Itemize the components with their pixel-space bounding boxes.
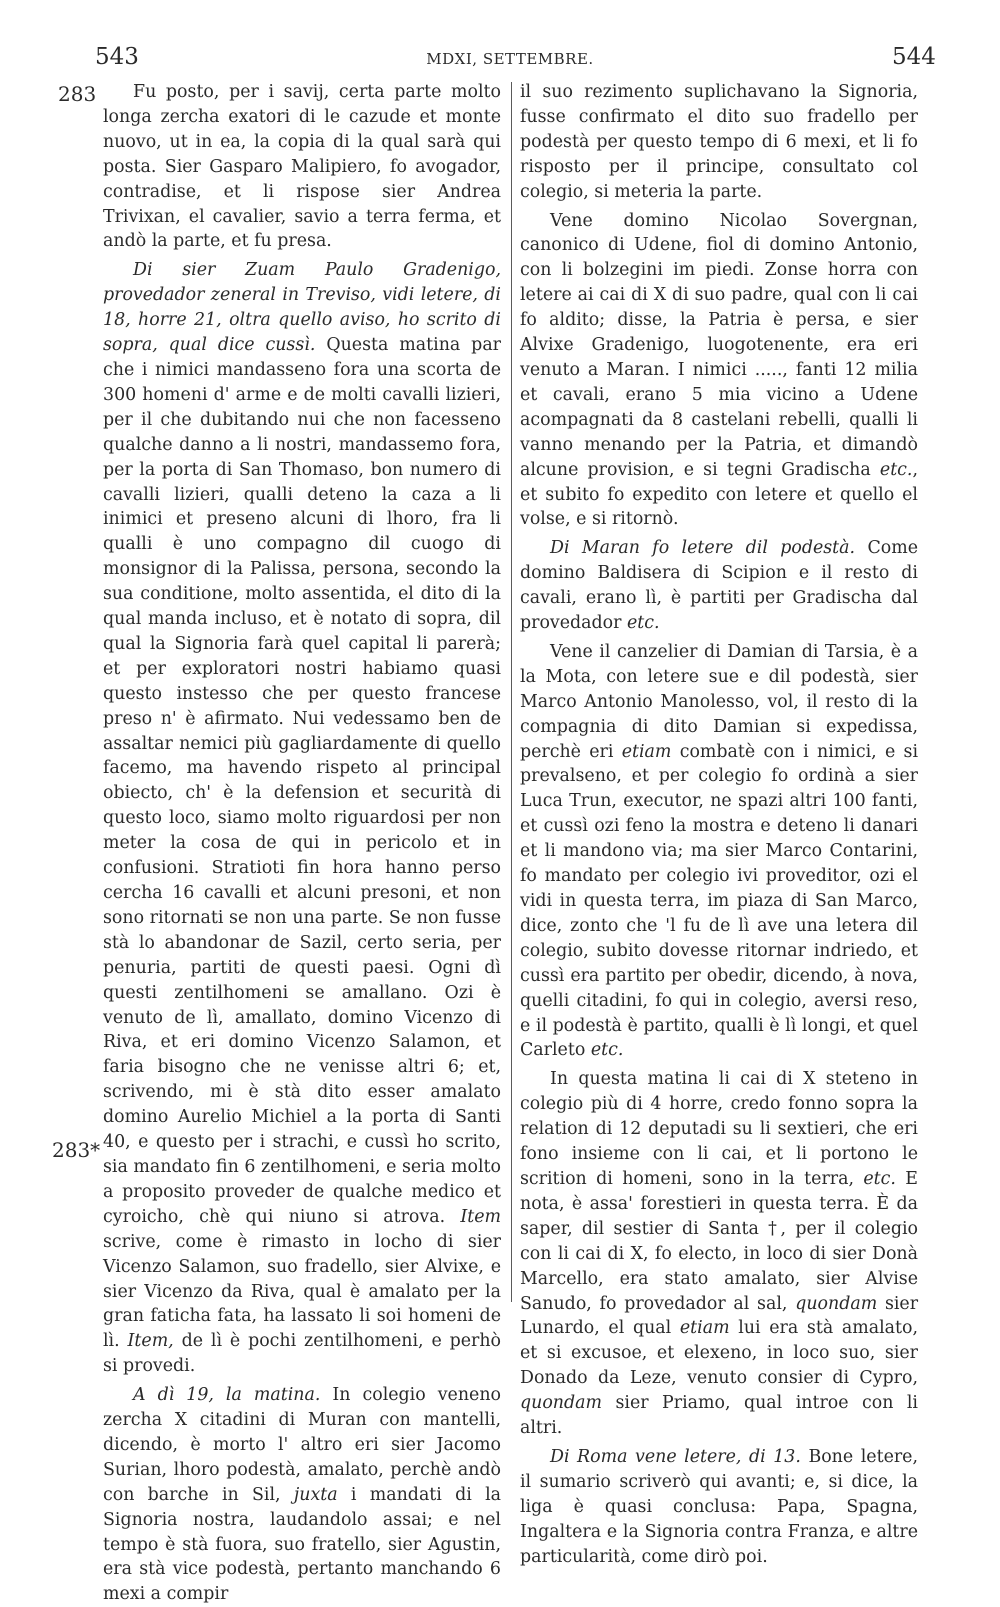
right-column <box>520 80 918 1569</box>
page-header <box>0 44 1000 74</box>
paragraph: In questa matina li cai di X steteno in colegio più di 4 horre, credo fonno sopra la relation di 12 deputadi su li sextieri, che eri fono insieme con li cai, et li portono le scrition di homeni, sono in la terra, etc. E nota, è assa' forestieri in questa terra. È da saper, dil sestier di Santa †, per il colegio con li cai di X, fo electo, in loco di sier Donà Marcello, era stato amalato, sier Alvise Sanudo, fo provedador al sal, quondam sier Lunardo, el qual etiam lui era stà amalato, et si excusoe, et elexeno, in loco suo, sier Donado da Leze, venuto consier di Cypro, quondam sier Priamo, qual introe con li altri. <box>520 1069 919 1439</box>
paragraph: Di sier Zuam Paulo Gradenigo, provedador zeneral in Treviso, vidi letere, di 18, horre 21, oltra quello aviso, ho scrito di sopra, qual dice cussì. Questa matina par che i nimici mandasseno fora una scorta de 300 homeni d' arme e de molti cavalli lizieri, per il che dubitando nui che non facesseno qualche danno a li nostri, mandassemo fora, per la porta di San Thomaso, bon numero di cavalli lizieri, qualli deteno la caza a li inimici et preseno alcuni di lhoro, fra li qualli è uno compagno dil cuogo di monsignor di la Palissa, persona, secondo la sua conditione, molto assentida, el dito di la qual manda incluso, et è notato di sopra, dil qual la Signoria farà quel capital li parerà; et per exploratori nostri habiamo quasi questo instesso che per questo francese preso n' è afirmato. Nui vedessamo ben de assaltar nemici più gagliardamente di quello facemo, ma havendo rispeto al principal obiecto, ch' è la defension et securità di questo loco, siamo molto riguardosi per non meter la cosa de qui in pericolo et in confusioni. Stratioti fin hora hanno perso cercha 16 cavalli et alcuni presoni, et non sono ritornati se non una parte. Se non fusse stà lo abandonar de Sazil, certo seria, per penuria, partiti de questi paesi. Ogni dì questi zentilhomeni se amallano. Ozi è venuto de lì, amallato, domino Vicenzo di Riva, et eri domino Vicenzo Salamon, et faria bisogno che ne venisse altri 6; et, scrivendo, mi è stà dito esser amalato domino Aurelio Michiel a la porta di Santi 40, e questo per i strachi, e cussì ho scrito, sia mandato fin 6 zentilhomeni, e seria molto a proposito proveder de qualche medico et cyroicho, chè qui niuno si atrova. Item scrive, come è rimasto in locho di sier Vicenzo Salamon, suo fradello, sier Alvixe, e sier Vicenzo da Riva, qual è amalato per la gran faticha fata, ha lassato li soi homeni de lì. Item, de lì è pochi zentilhomeni, e perhò si provedi. <box>103 260 502 1377</box>
page-number-left: 543 <box>95 44 139 70</box>
paragraph: Vene il canzelier di Damian di Tarsia, è a la Mota, con letere sue e dil podestà, sier Marco Antonio Manolesso, vol, il resto di la compagnia di dito Damian si expedissa, perchè eri etiam combatè con i nimici, e si prevalseno, et per colegio fo ordinà a sier Luca Trun, executor, ne spazi altri 100 fanti, et cussì ozi feno la mostra e deteno li danari et li mandono via; ma sier Marco Contarini, fo mandato per colegio ivi proveditor, ozi el vidi in questa terra, im piaza di San Marco, dice, zonto che 'l fu de lì ave una letera dil colegio, subito dovesse ritornar indriedo, et cussì era partito per obedir, dicendo, à nova, quelli citadini, fo qui in colegio, aversi reso, e il podestà è partito, qualli è lì longi, et quel Carleto etc. <box>520 641 919 1061</box>
paragraph-lead: Di Maran fo letere dil podestà. <box>550 538 856 559</box>
left-column <box>103 80 501 1607</box>
paragraph: Fu posto, per i savij, certa parte molto longa zercha exatori di le cazude et monte nuovo, ut in ea, la copia di la qual sarà qui posta. Sier Gasparo Malipiero, fo avogador, contradise, et li rispose sier Andrea Trivixan, el cavalier, savio a terra ferma, et andò la parte, et fu presa. <box>103 82 501 252</box>
paragraph-lead: Di sier Zuam Paulo Gradenigo, provedador zeneral in Treviso, vidi letere, di 18, horre 21, oltra quello aviso, ho scrito di sopra, qual dice cussì. <box>103 260 501 356</box>
page-number-right: 544 <box>892 44 936 70</box>
paragraph: Vene domino Nicolao Sovergnan, canonico di Udene, fiol di domino Antonio, con li bolzegini im piedi. Zonse horra con letere ai cai di X di suo padre, qual con li cai fo aldito; disse, la Patria è persa, e sier Alvixe Gradenigo, luogotenente, era eri venuto a Maran. I nimici ....., fanti 12 milia et cavali, erano 5 mia vicino a Udene acompagnati da 8 castelani rebelli, qualli li vanno menando per la Patria, et dimandò alcune provision, e si tegni Gradischa etc., et subito fo expedito con letere et quello el volse, e si ritornò. <box>520 210 918 530</box>
paragraph-lead: Di Roma vene letere, di 13. <box>550 1446 801 1467</box>
paragraph: A dì 19, la matina. In colegio veneno zercha X citadini di Muran con mantelli, dicendo, è morto l' altro eri sier Jacomo Surian, lhoro podestà, amalato, perchè andò con barche in Sil, juxta i mandati di la Signoria nostra, laudandolo assai; e nel tempo è stà fuora, suo fratello, sier Agustin, era stà vice podestà, pertanto manchando 6 mexi a compir <box>103 1385 502 1605</box>
paragraph-lead: A dì 19, la matina. <box>133 1385 321 1406</box>
column-divider <box>511 82 512 1302</box>
paragraph: Di Roma vene letere, di 13. Bone letere, il sumario scriverò qui avanti; e, si dice, la liga è quasi conclusa: Papa, Spagna, Ingaltera e la Signoria contra Franza, e altre particularità, come dirò poi. <box>520 1446 918 1567</box>
margin-folio-number: 283 <box>58 82 97 106</box>
paragraph: Di Maran fo letere dil podestà. Come domino Baldisera di Scipion e il resto di cavali, erano lì, è partiti per Gradischa dal provedador etc. <box>520 538 918 634</box>
running-head: MDXI, SETTEMBRE. <box>426 50 594 68</box>
paragraph: il suo rezimento suplichavano la Signoria, fusse confirmato el dito suo fradello per podestà per questo tempo di 6 mexi, et li fo risposto per il principe, consultato col colegio, si meteria la parte. <box>520 82 918 202</box>
margin-folio-number-verso: 283* <box>52 1138 101 1162</box>
